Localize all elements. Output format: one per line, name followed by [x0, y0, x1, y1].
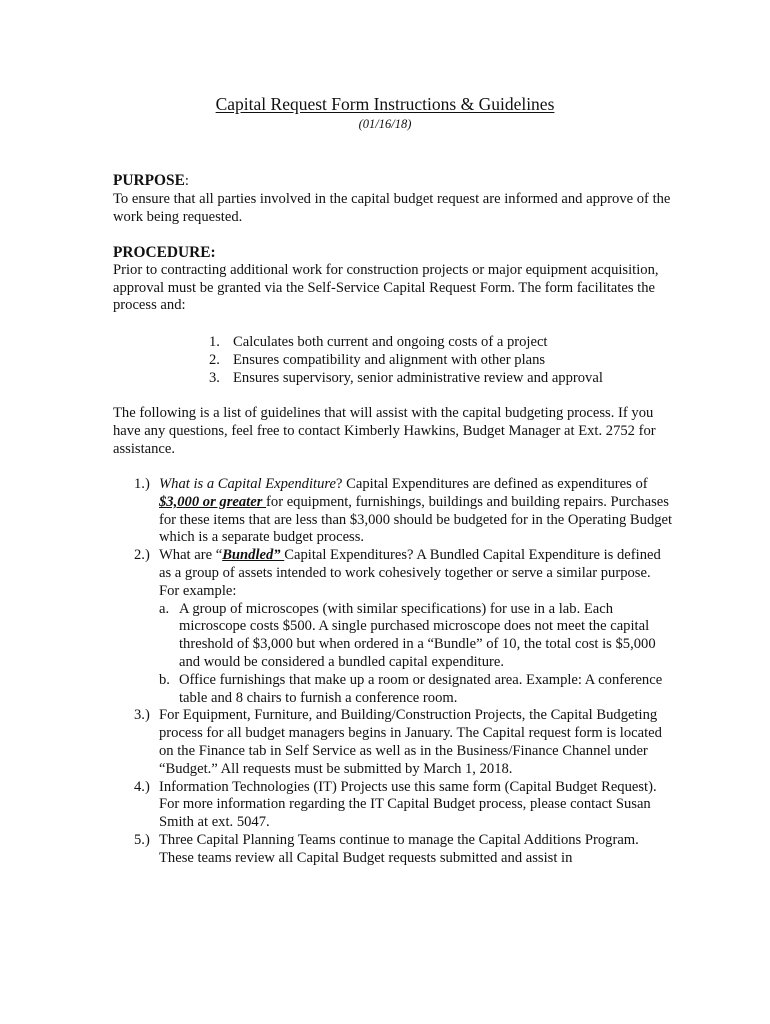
guideline-item: 3.) For Equipment, Furniture, and Building/Construction Projects, the Capital Budgeting process for all budget managers begins in January. The Capital request form is located on the Finance tab in Self Service as well as in the Business/Finance Channel under “Budget.” All requests must be submitted by March 1, 2018. — [134, 707, 662, 777]
document-header — [0, 94, 770, 132]
guideline-item: 2.) What are “Bundled” Capital Expenditures? A Bundled Capital Expenditure is defined as a group of assets intended to work cohesively together or serve a similar purpose. For example: — [134, 547, 661, 599]
purpose-section — [113, 172, 673, 226]
bundled-emphasis: Bundled” — [222, 547, 285, 564]
procedure-heading: PROCEDURE: — [113, 244, 216, 261]
list-item: 1. Calculates both current and ongoing costs of a project — [209, 334, 548, 350]
procedure-section — [113, 244, 673, 315]
document-title: Capital Request Form Instructions & Guidelines — [215, 94, 555, 114]
guideline-item: 4.) Information Technologies (IT) Projects use this same form (Capital Budget Request). For more information regarding the IT Capital Budget process, please contact Susan Smith at ext. 5047. — [134, 778, 657, 831]
guideline-item: 5.) Three Capital Planning Teams continue to manage the Capital Additions Program. These teams review all Capital Budget requests submitted and assist in — [134, 831, 639, 866]
document-date: (01/16/18) — [358, 117, 412, 131]
guideline-subitem: a. A group of microscopes (with similar specifications) for use in a lab. Each microscope costs $500. A single purchased microscope does not meet the capital threshold of $3,000 but when ordered in a “Bundle” of 10, the total cost is $5,000 and would be considered a bundled capital expenditure. — [159, 600, 656, 670]
purpose-text: To ensure that all parties involved in the capital budget request are informed and approve of the work being requested. — [113, 190, 671, 225]
guidelines-list — [134, 476, 674, 868]
guidelines-intro: The following is a list of guidelines that will assist with the capital budgeting process. If you have any questions, feel free to contact Kimberly Hawkins, Budget Manager at Ext. 2752 for assistance. — [113, 405, 656, 457]
guideline-item: 1.) What is a Capital Expenditure? Capital Expenditures are defined as expenditures of $3,000 or greater for equipment, furnishings, buildings and building repairs. Purchases for these items that are less than $3,000 should be budgeted for in the Operating Budget which is a separate budget process. — [134, 476, 673, 546]
guideline-subitem: b. Office furnishings that make up a room or designated area. Example: A conference table and 8 chairs to furnish a conference room. — [159, 671, 663, 706]
list-item: 2. Ensures compatibility and alignment with other plans — [209, 351, 546, 368]
purpose-heading: PURPOSE: — [113, 172, 189, 189]
procedure-steps-list — [209, 334, 639, 387]
list-item: 3. Ensures supervisory, senior administrative review and approval — [209, 369, 603, 386]
capital-threshold-emphasis: $3,000 or greater — [159, 493, 267, 510]
procedure-text: Prior to contracting additional work for construction projects or major equipment acquisition, approval must be granted via the Self-Service Capital Request Form. The form facilitates the process and: — [113, 261, 659, 314]
